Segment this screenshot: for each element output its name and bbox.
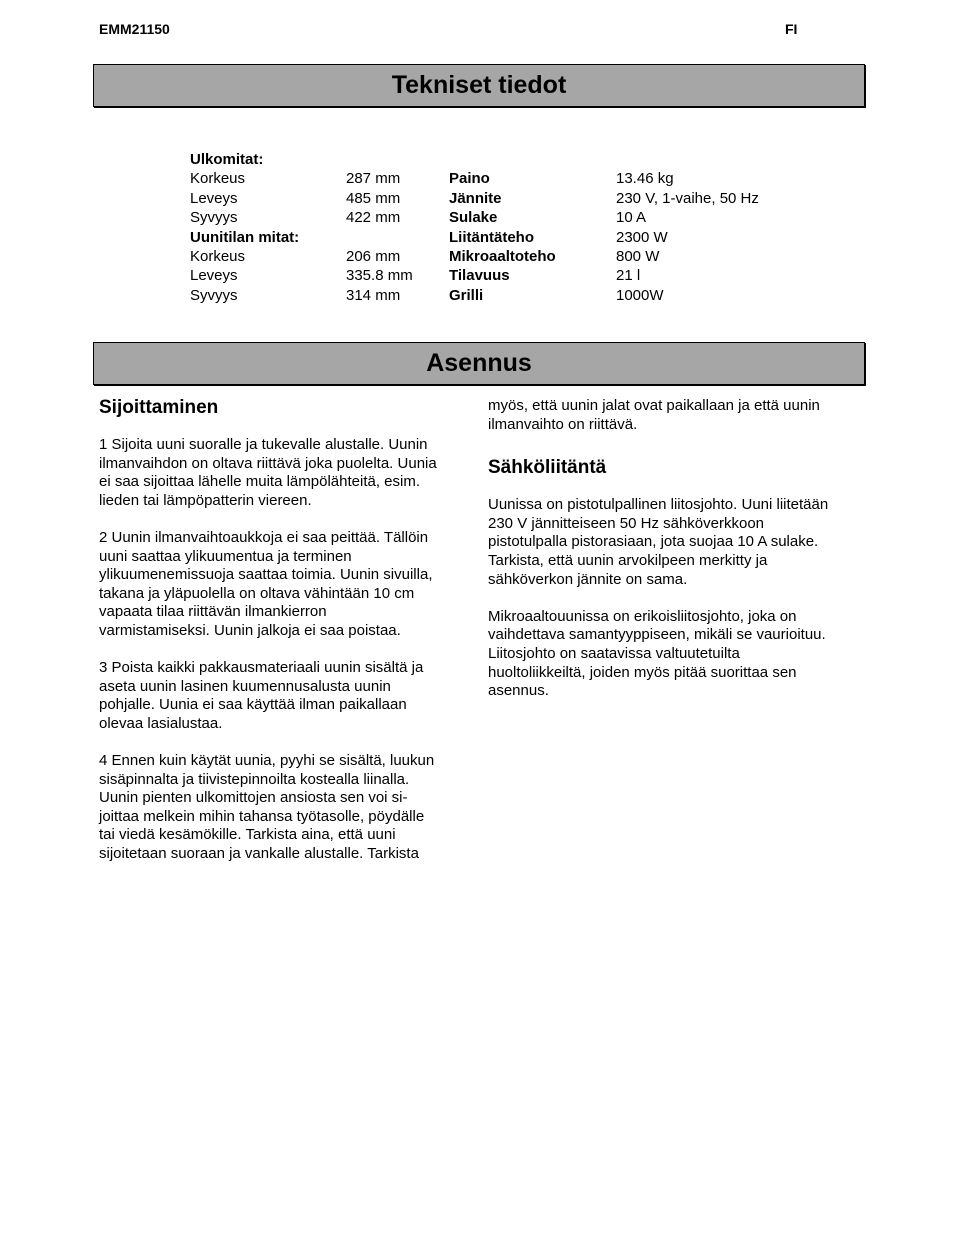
text-line: 230 V jännitteiseen 50 Hz sähköverkkoon (488, 514, 765, 532)
installation-title: Asennus (426, 349, 532, 377)
text-line: ei saa sijoittaa lähelle muita lämpölähteitä, esim. (99, 473, 420, 491)
text-line: joittaa melkein mihin tahansa työtasolle, pöydälle (99, 807, 425, 825)
spec-value: 21 l (616, 267, 641, 285)
spec-label: Liitäntäteho (449, 228, 534, 246)
placement-paragraph-4 (99, 752, 469, 864)
text-line: pohjalle. Uunia ei saa käyttää ilman paikallaan (99, 696, 407, 714)
spec-label: Jännite (449, 189, 502, 207)
spec-value: 422 mm (346, 209, 401, 227)
tech-specs-title: Tekniset tiedot (391, 71, 567, 99)
spec-value: 206 mm (346, 247, 401, 265)
text-line: myös, että uunin jalat ovat paikallaan ja että uunin (488, 397, 820, 414)
text-line: huoltoliikkeiltä, joiden myös pitää suorittaa sen (488, 663, 797, 681)
language-code: FI (785, 21, 798, 37)
text-line: sijoitetaan suoraan ja vankalle alustalle. Tarkista (99, 845, 419, 863)
installation-banner (93, 342, 865, 385)
text-line: tai viedä kesämökille. Tarkista aina, että uuni (99, 826, 396, 844)
text-line: olevaa lasialustaa. (99, 714, 223, 732)
spec-label: Korkeus (190, 170, 246, 188)
text-line: 2 Uunin ilmanvaihtoaukkoja ei saa peittää. Tällöin (99, 528, 429, 546)
text-line: Uunissa on pistotulpallinen liitosjohto. Uuni liitetään (488, 496, 829, 514)
spec-label: Korkeus (190, 247, 246, 265)
text-line: vapaata tilaa riittävän ilmankierron (99, 603, 327, 621)
text-line: Liitosjohto on saatavissa valtuutetuilta (488, 644, 740, 662)
text-line: 4 Ennen kuin käytät uunia, pyyhi se sisältä, luukun (99, 752, 435, 770)
text-line: ilmanvaihto on riittävä. (488, 415, 638, 433)
spec-label: Leveys (190, 267, 238, 285)
placement-paragraph-1 (99, 436, 469, 510)
spec-value: 314 mm (346, 286, 401, 304)
text-line: aseta uunin lasinen kuumennusalusta uunin (99, 677, 391, 695)
text-line: vaihdettava samantyyppiseen, mikäli se vaurioituu. (488, 626, 826, 644)
text-line: asennus. (488, 682, 549, 700)
text-line: ylikuumenemissuoja saattaa toimia. Uunin sivuilla, (99, 566, 433, 584)
spec-label: Mikroaaltoteho (449, 247, 556, 265)
spec-value: 485 mm (346, 189, 401, 207)
spec-label: Uunitilan mitat: (190, 228, 300, 246)
text-line: sisäpinnalta ja tiivistepinnoilta kostealla liinalla. (99, 770, 410, 788)
spec-value: 1000W (616, 286, 664, 304)
text-line: varmistamiseksi. Uunin jalkoja ei saa poistaa. (99, 621, 401, 639)
spec-label: Leveys (190, 189, 238, 207)
spec-value: 230 V, 1-vaihe, 50 Hz (616, 189, 759, 207)
placement-continuation (488, 397, 860, 434)
spec-label: Grilli (449, 286, 484, 304)
text-line: 3 Poista kaikki pakkausmateriaali uunin sisältä ja (99, 659, 424, 677)
spec-value: 13.46 kg (616, 170, 674, 188)
tech-specs-banner (93, 64, 865, 107)
placement-heading: Sijoittaminen (99, 397, 219, 418)
placement-paragraph-2 (99, 529, 469, 641)
spec-value: 10 A (616, 209, 647, 227)
left-column (99, 396, 469, 864)
spec-label: Syvyys (190, 209, 238, 227)
electrical-paragraph-1 (488, 496, 860, 589)
text-line: uuni saattaa ylikuumentua ja terminen (99, 547, 352, 565)
text-line: Tarkista, että uunin arvokilpeen merkitty ja (488, 551, 768, 569)
text-line: pistotulpalla pistorasiaan, jota suojaa 10 A sulake. (488, 533, 819, 551)
spec-label: Sulake (449, 209, 498, 227)
text-line: sähköverkon jännite on sama. (488, 570, 688, 588)
spec-value: 335.8 mm (346, 267, 413, 285)
text-line: Uunin pienten ulkomittojen ansiosta sen voi si- (99, 789, 408, 807)
placement-paragraph-3 (99, 659, 469, 733)
text-line: ilmanvaihdon on oltava riittävä joka puolelta. Uunia (99, 454, 437, 472)
electrical-heading: Sähköliitäntä (488, 457, 607, 479)
spec-label: Ulkomitat: (190, 151, 264, 168)
spec-value: 2300 W (616, 228, 668, 246)
right-column (488, 397, 860, 701)
spec-label: Paino (449, 170, 490, 188)
electrical-paragraph-2 (488, 608, 860, 701)
text-line: 1 Sijoita uuni suoralle ja tukevalle alustalle. Uunin (99, 436, 428, 453)
spec-label: Tilavuus (449, 267, 510, 285)
spec-label: Syvyys (190, 286, 238, 304)
spec-value: 800 W (616, 247, 660, 265)
spec-value: 287 mm (346, 170, 401, 188)
text-line: lieden tai lämpöpatterin viereen. (99, 491, 312, 509)
model-number: EMM21150 (99, 21, 170, 37)
text-line: takana ja yläpuolella on oltava vähintään 10 cm (99, 584, 415, 602)
text-line: Mikroaaltouunissa on erikoisliitosjohto, joka on (488, 607, 797, 625)
